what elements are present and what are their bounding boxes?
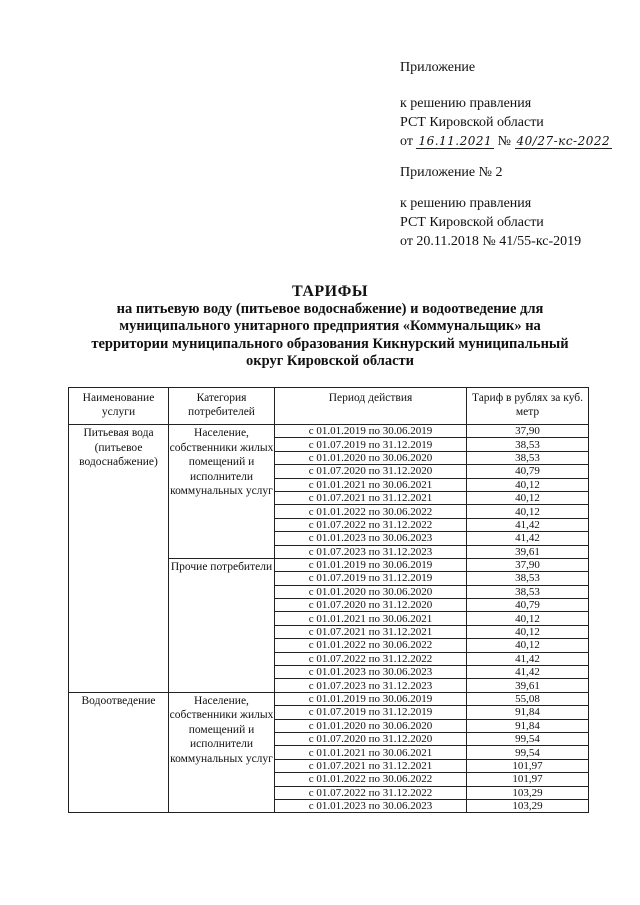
date-number-line [400, 132, 612, 151]
tariff-cell: 40,79 [467, 465, 589, 478]
title-line-1: на питьевую воду (питьевое водоснабжение) и водоотведение для [116, 300, 544, 317]
table-row [69, 692, 589, 705]
tariff-cell: 40,12 [467, 478, 589, 491]
appendix-title: Приложение [400, 60, 476, 75]
period-cell: с 01.01.2020 по 30.06.2020 [275, 719, 467, 732]
tariff-cell: 91,84 [467, 706, 589, 719]
period-cell: с 01.07.2021 по 31.12.2021 [275, 625, 467, 638]
period-cell: с 01.01.2021 по 30.06.2021 [275, 612, 467, 625]
category-cell: Прочие потребители [169, 558, 275, 692]
period-cell: с 01.01.2021 по 30.06.2021 [275, 478, 467, 491]
number-symbol: № [497, 134, 512, 149]
tariff-cell: 55,08 [467, 692, 589, 705]
tariff-cell: 103,29 [467, 799, 589, 812]
header-block-3 [400, 163, 503, 182]
title-line-2: муниципального унитарного предприятия «Коммунальщик» на [119, 318, 541, 335]
tariff-cell: 41,42 [467, 666, 589, 679]
tariff-cell: 99,54 [467, 746, 589, 759]
header-period: Период действия [275, 388, 467, 425]
header-block-4 [400, 194, 581, 251]
tariff-cell: 40,12 [467, 505, 589, 518]
period-cell: с 01.01.2019 по 30.06.2019 [275, 425, 467, 438]
period-cell: с 01.01.2021 по 30.06.2021 [275, 746, 467, 759]
appendix-2-decision: к решению правления [400, 196, 532, 211]
appendix-2-authority: РСТ Кировской области [400, 215, 544, 230]
tariff-cell: 40,12 [467, 612, 589, 625]
tariff-cell: 99,54 [467, 732, 589, 745]
period-cell: с 01.07.2021 по 31.12.2021 [275, 759, 467, 772]
period-cell: с 01.01.2019 по 30.06.2019 [275, 558, 467, 571]
handwritten-date: 16.11.2021 [418, 134, 493, 148]
period-cell: с 01.01.2020 по 30.06.2020 [275, 451, 467, 464]
category-cell: Население, собственники жилых помещений и исполнители коммунальных услуг [169, 692, 275, 813]
period-cell: с 01.01.2022 по 30.06.2022 [275, 505, 467, 518]
tariff-cell: 38,53 [467, 438, 589, 451]
period-cell: с 01.01.2019 по 30.06.2019 [275, 692, 467, 705]
period-cell: с 01.07.2022 по 31.12.2022 [275, 518, 467, 531]
header-category: Категория потребителей [169, 388, 275, 425]
authority-line: РСТ Кировской области [400, 115, 544, 130]
tariff-cell: 38,53 [467, 572, 589, 585]
tariff-cell: 103,29 [467, 786, 589, 799]
period-cell: с 01.01.2023 по 30.06.2023 [275, 666, 467, 679]
period-cell: с 01.01.2023 по 30.06.2023 [275, 799, 467, 812]
service-name-cell: Питьевая вода (питьевое водоснабжение) [69, 425, 169, 693]
tariff-cell: 37,90 [467, 425, 589, 438]
tariff-cell: 39,61 [467, 679, 589, 692]
period-cell: с 01.07.2019 по 31.12.2019 [275, 706, 467, 719]
table-row [69, 425, 589, 438]
header-block-2 [400, 94, 612, 151]
period-cell: с 01.07.2019 по 31.12.2019 [275, 572, 467, 585]
tariff-cell: 41,42 [467, 532, 589, 545]
period-cell: с 01.01.2023 по 30.06.2023 [275, 532, 467, 545]
tariff-cell: 40,79 [467, 599, 589, 612]
period-cell: с 01.07.2022 по 31.12.2022 [275, 786, 467, 799]
period-cell: с 01.07.2020 по 31.12.2020 [275, 599, 467, 612]
period-cell: с 01.07.2021 по 31.12.2021 [275, 491, 467, 504]
title-line-3: территории муниципального образования Кикнурский муниципальный [91, 335, 569, 352]
decision-line: к решению правления [400, 96, 532, 111]
tariff-cell: 40,12 [467, 639, 589, 652]
period-cell: с 01.07.2020 по 31.12.2020 [275, 732, 467, 745]
category-cell: Население, собственники жилых помещений и исполнители коммунальных услуг [169, 425, 275, 559]
tariff-cell: 91,84 [467, 719, 589, 732]
tariff-cell: 101,97 [467, 759, 589, 772]
header-tariff: Тариф в рублях за куб. метр [467, 388, 589, 425]
period-cell: с 01.01.2022 по 30.06.2022 [275, 639, 467, 652]
title-main: ТАРИФЫ [291, 283, 369, 300]
document-title [60, 283, 600, 371]
tariff-cell: 41,42 [467, 652, 589, 665]
period-cell: с 01.07.2023 по 31.12.2023 [275, 545, 467, 558]
period-cell: с 01.01.2020 по 30.06.2020 [275, 585, 467, 598]
tariff-cell: 39,61 [467, 545, 589, 558]
tariff-cell: 40,12 [467, 625, 589, 638]
tariff-table-body [69, 425, 589, 813]
header-service: Наименование услуги [69, 388, 169, 425]
service-name-cell: Водоотведение [69, 692, 169, 813]
appendix-2-title: Приложение № 2 [400, 165, 503, 180]
tariff-cell: 40,12 [467, 491, 589, 504]
period-cell: с 01.07.2023 по 31.12.2023 [275, 679, 467, 692]
tariff-table [68, 387, 589, 813]
title-line-4: округ Кировской области [245, 353, 415, 370]
period-cell: с 01.07.2022 по 31.12.2022 [275, 652, 467, 665]
table-header-row [69, 388, 589, 425]
period-cell: с 01.01.2022 по 30.06.2022 [275, 773, 467, 786]
header-block-1 [400, 58, 475, 77]
tariff-cell: 37,90 [467, 558, 589, 571]
tariff-cell: 101,97 [467, 773, 589, 786]
tariff-cell: 41,42 [467, 518, 589, 531]
period-cell: с 01.07.2019 по 31.12.2019 [275, 438, 467, 451]
appendix-2-date: от 20.11.2018 № 41/55-кс-2019 [400, 234, 582, 249]
tariff-cell: 38,53 [467, 451, 589, 464]
date-prefix: от [400, 134, 413, 149]
period-cell: с 01.07.2020 по 31.12.2020 [275, 465, 467, 478]
handwritten-number: 40/27-кс-2022 [516, 134, 611, 148]
tariff-cell: 38,53 [467, 585, 589, 598]
